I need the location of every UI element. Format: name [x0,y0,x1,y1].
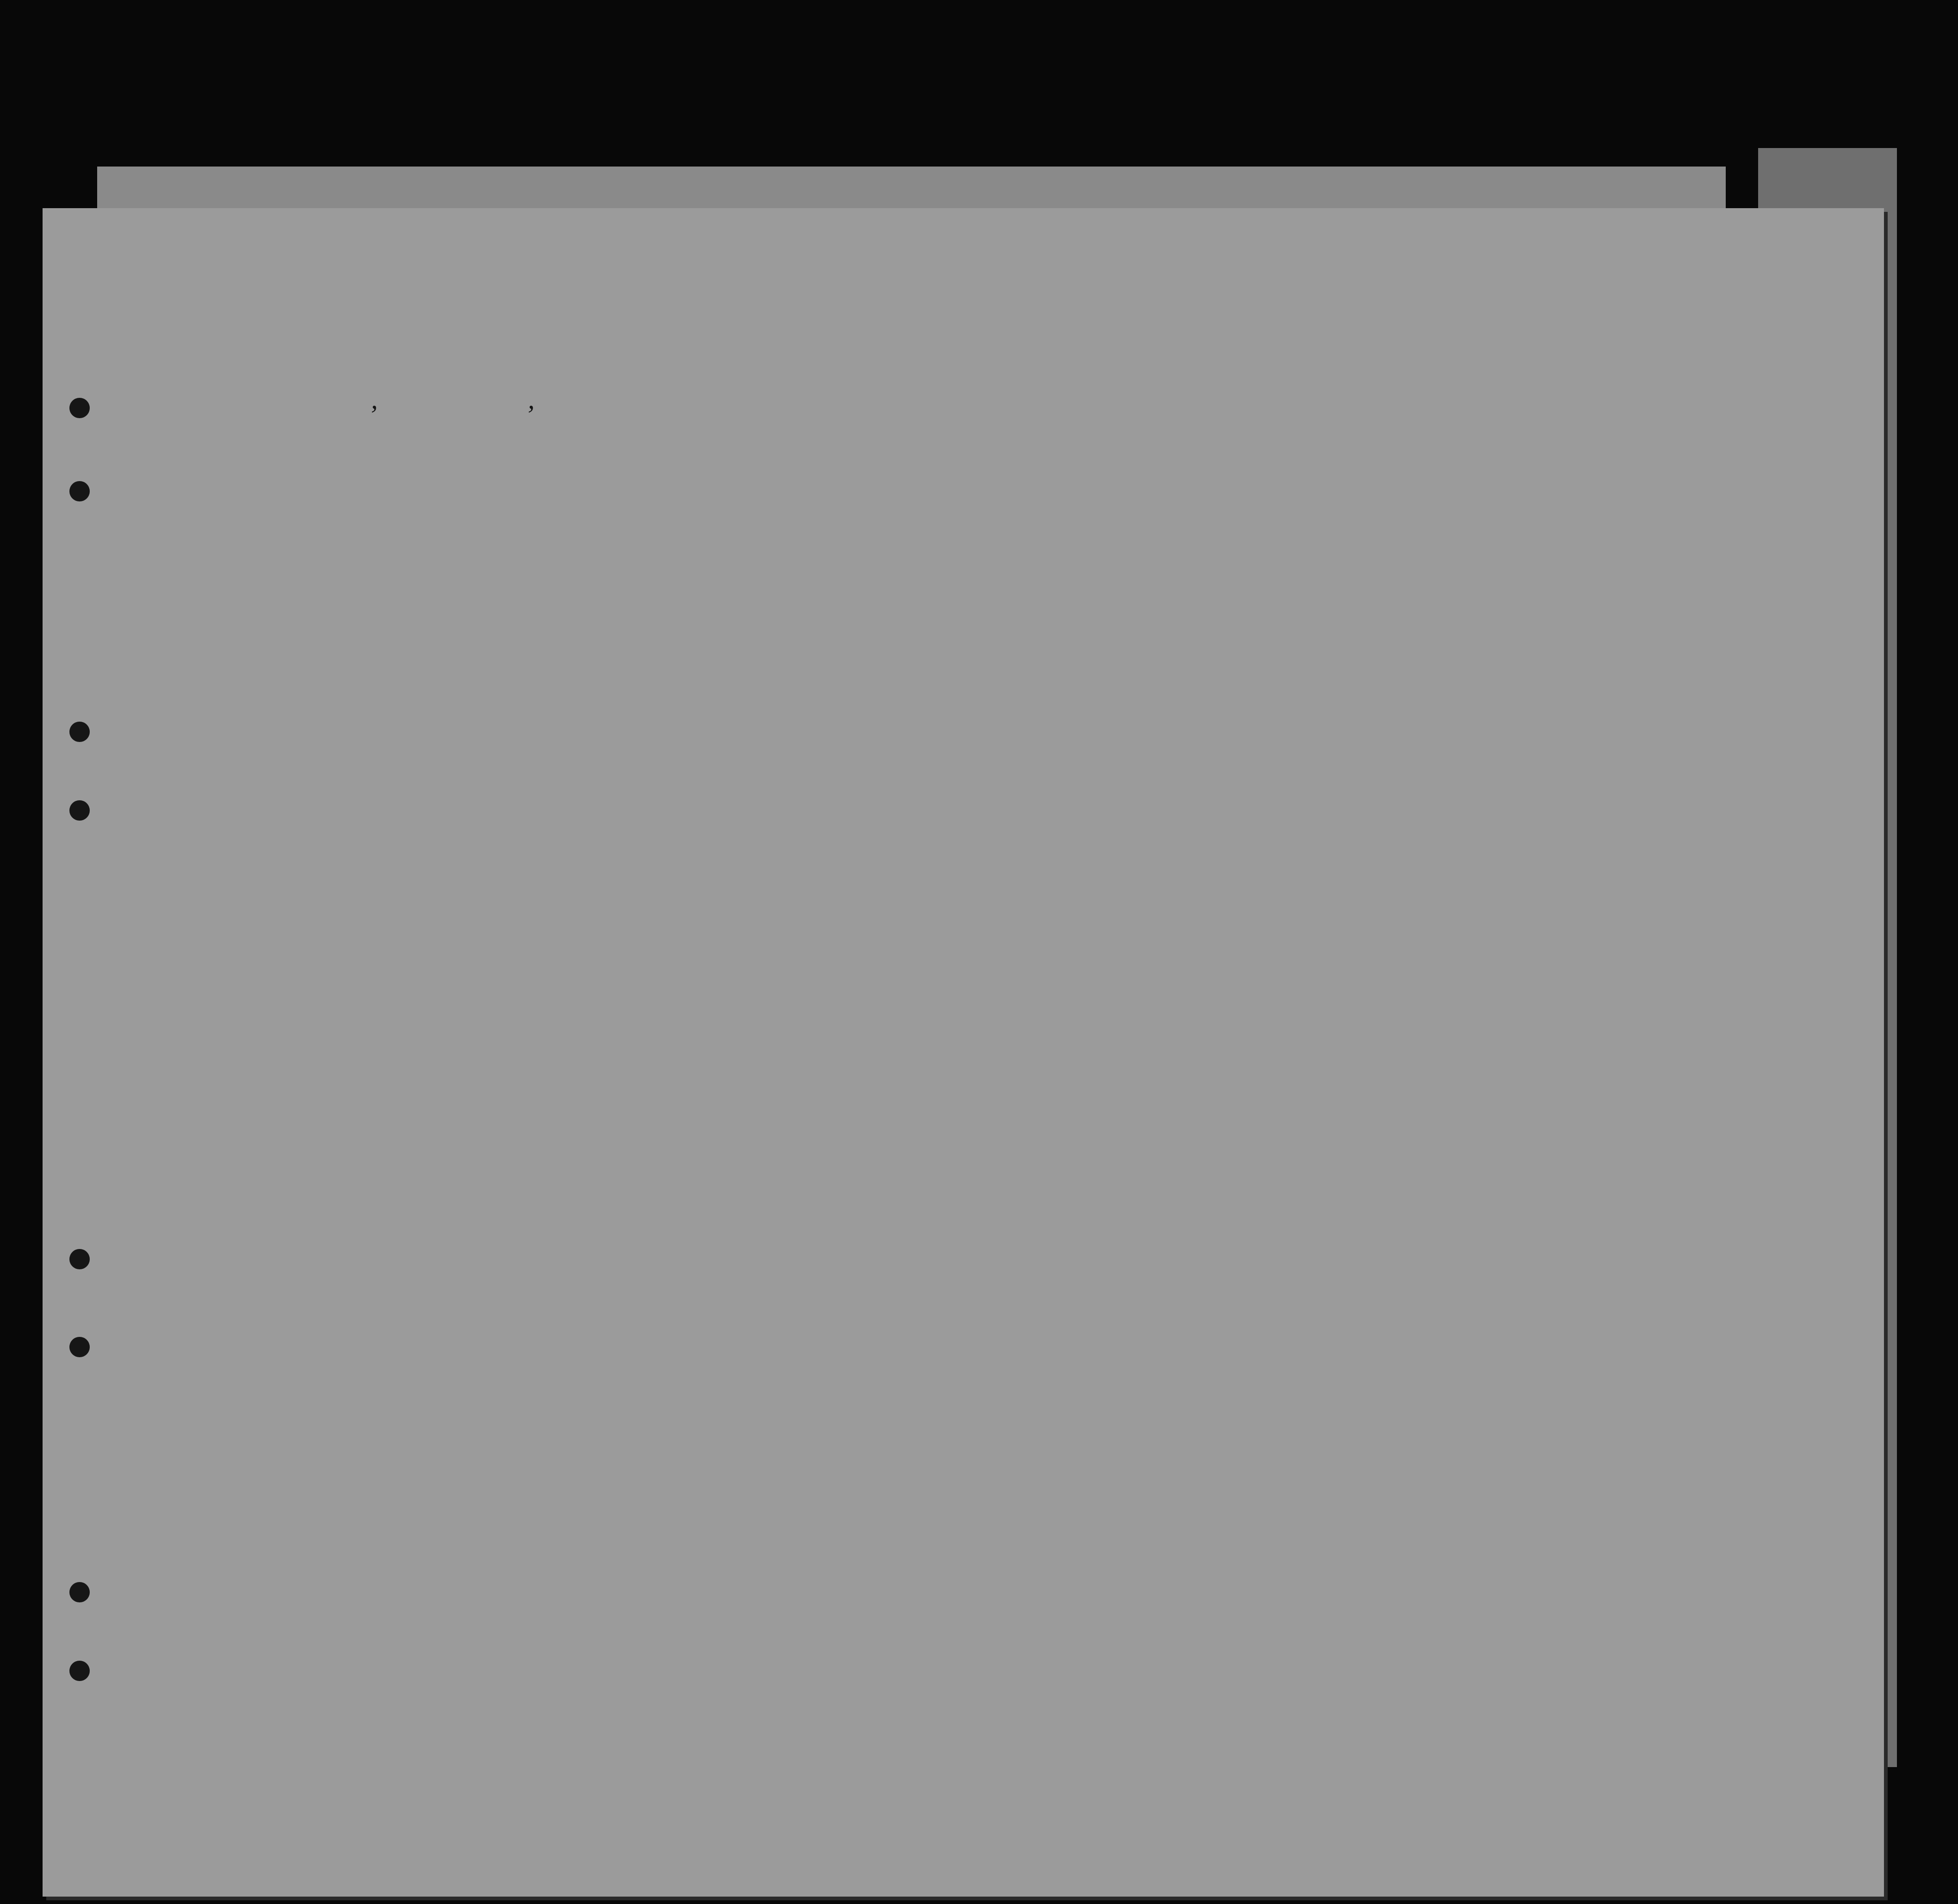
binder-hole [69,800,90,821]
binder-hole [69,722,90,742]
arrival-line: , , [371,384,535,414]
binder-hole [69,481,90,501]
binder-hole [69,1249,90,1269]
binder-hole [69,398,90,418]
binder-hole [69,1337,90,1357]
binder-hole [69,1582,90,1602]
manifest-sheet [43,208,1884,1897]
table-grid [43,208,1884,1897]
binder-hole [69,1661,90,1681]
